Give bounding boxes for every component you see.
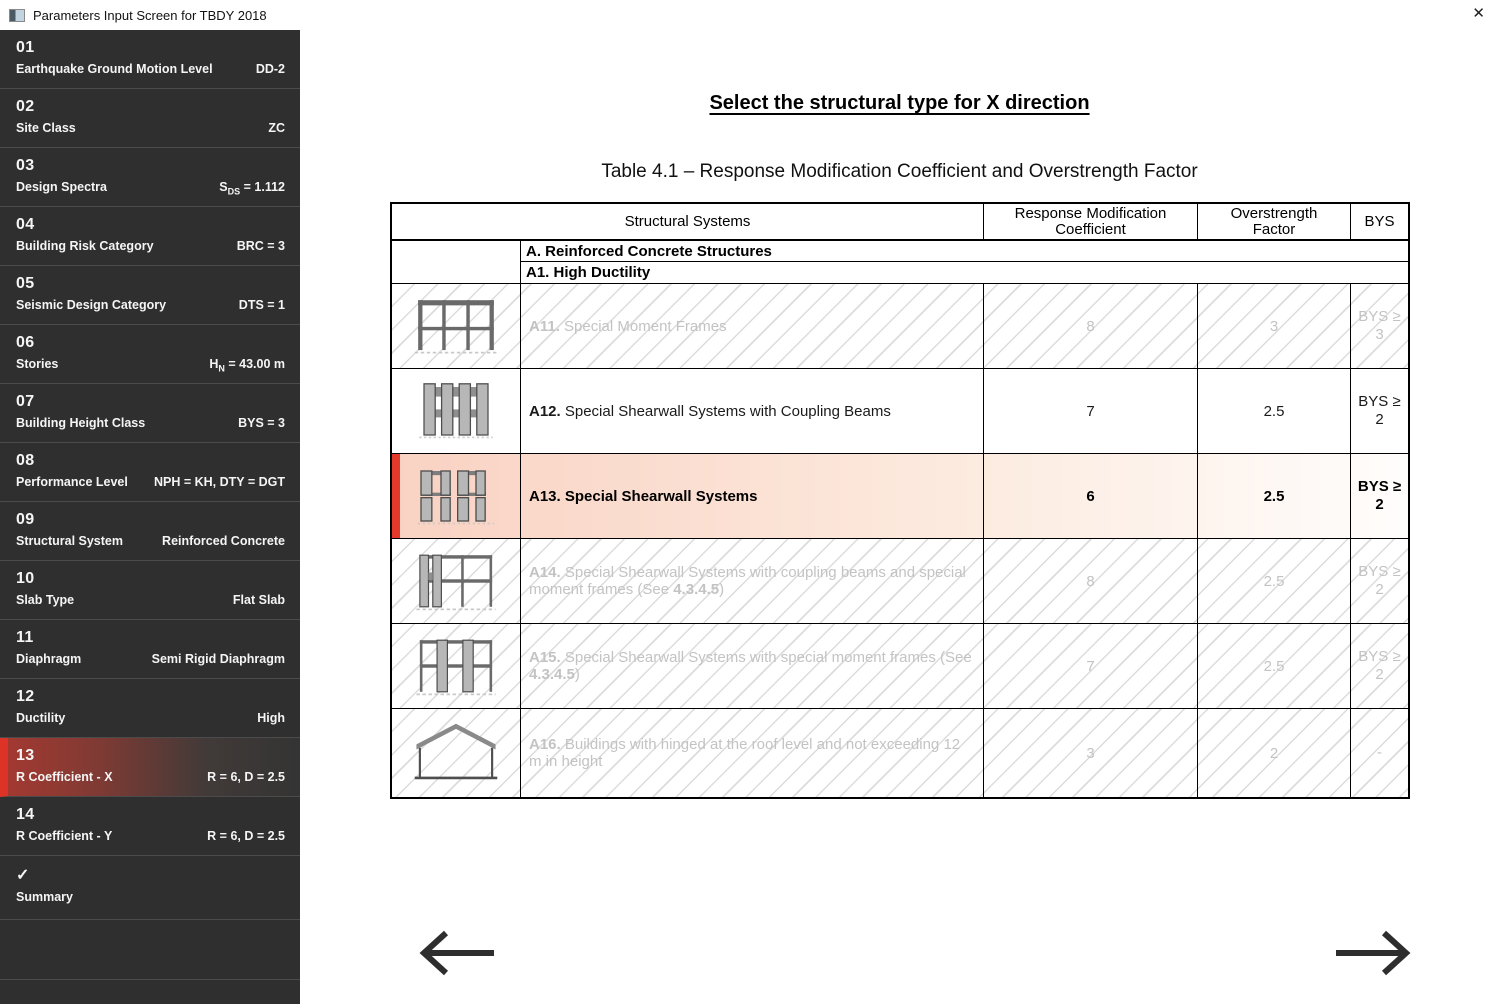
table-row-a15: A15. Special Shearwall Systems with special moment frames (See 4.3.4.5) 7 2.5 BYS ≥ 2 <box>392 624 1408 709</box>
app-icon <box>9 9 25 22</box>
rmc-value: 8 <box>984 284 1198 368</box>
table-row-a11: A11. Special Moment Frames 8 3 BYS ≥ 3 <box>392 284 1408 369</box>
bys-value: BYS ≥ 2 <box>1358 648 1401 683</box>
main-panel <box>300 30 1499 1004</box>
table-caption: Table 4.1 – Response Modification Coefficient and Overstrength Factor <box>601 161 1198 182</box>
overstrength-value: 2.5 <box>1198 369 1351 453</box>
window-title: Parameters Input Screen for TBDY 2018 <box>33 7 267 23</box>
shearwall-icon <box>392 454 521 538</box>
sidebar-item-r-coefficient-y[interactable]: 14 R Coefficient - Y R = 6, D = 2.5 <box>0 797 300 856</box>
overstrength-value: 2.5 <box>1198 624 1351 708</box>
sidebar-item-earthquake-ground-motion-level[interactable]: 01 Earthquake Ground Motion Level DD-2 <box>0 30 300 89</box>
overstrength-value: 2 <box>1198 709 1351 797</box>
sidebar-item-diaphragm[interactable]: 11 Diaphragm Semi Rigid Diaphragm <box>0 620 300 679</box>
page-title: Select the structural type for X direction <box>709 92 1090 114</box>
table-row-a16: A16. Buildings with hinged at the roof level and not exceeding 12 m in height 3 2 - <box>392 709 1408 797</box>
sidebar-item-seismic-design-category[interactable]: 05 Seismic Design Category DTS = 1 <box>0 266 300 325</box>
sidebar-spacer <box>0 920 300 980</box>
sidebar <box>0 30 300 1004</box>
header-response-modification: Response Modification Coefficient <box>984 204 1198 239</box>
overstrength-value: 2.5 <box>1198 539 1351 623</box>
overstrength-value: 2.5 <box>1198 454 1351 538</box>
coupled-shearwall-icon <box>392 369 521 453</box>
sidebar-item-performance-level[interactable]: 08 Performance Level NPH = KH, DTY = DGT <box>0 443 300 502</box>
table-row-a12[interactable]: A12. Special Shearwall Systems with Coupling Beams 7 2.5 BYS ≥ 2 <box>392 369 1408 454</box>
sidebar-item-building-height-class[interactable]: 07 Building Height Class BYS = 3 <box>0 384 300 443</box>
header-overstrength-factor: Overstrength Factor <box>1198 204 1351 239</box>
rmc-value: 8 <box>984 539 1198 623</box>
shearwall-frame-icon <box>392 624 521 708</box>
sidebar-item-building-risk-category[interactable]: 04 Building Risk Category BRC = 3 <box>0 207 300 266</box>
rmc-value: 7 <box>984 624 1198 708</box>
section-header-row <box>392 241 1408 284</box>
rmc-value: 3 <box>984 709 1198 797</box>
bys-value: - <box>1377 744 1382 761</box>
header-structural-systems: Structural Systems <box>392 204 984 239</box>
structural-systems-table <box>390 202 1410 799</box>
previous-step-button[interactable] <box>416 930 498 976</box>
section-title-a1: A1. High Ductility <box>526 264 651 281</box>
rmc-value: 6 <box>984 454 1198 538</box>
rmc-value: 7 <box>984 369 1198 453</box>
bys-value: BYS ≥ 2 <box>1358 393 1401 428</box>
sidebar-item-site-class[interactable]: 02 Site Class ZC <box>0 89 300 148</box>
next-step-button[interactable] <box>1332 930 1414 976</box>
hinged-roof-icon <box>392 709 521 797</box>
section-title-a: A. Reinforced Concrete Structures <box>521 241 1408 262</box>
overstrength-value: 3 <box>1198 284 1351 368</box>
sidebar-item-structural-system[interactable]: 09 Structural System Reinforced Concrete <box>0 502 300 561</box>
shearwall-coupled-frame-icon <box>392 539 521 623</box>
moment-frame-icon <box>392 284 521 368</box>
close-icon[interactable]: ✕ <box>1472 5 1485 22</box>
sidebar-item-stories[interactable]: 06 Stories $H_N = 43.00$ m <box>0 325 300 384</box>
table-header-row <box>392 204 1408 241</box>
bys-value: BYS ≥ 2 <box>1357 478 1402 513</box>
section-icon-cell <box>392 241 521 283</box>
sidebar-item-slab-type[interactable]: 10 Slab Type Flat Slab <box>0 561 300 620</box>
header-bys: BYS <box>1364 212 1395 230</box>
table-row-a13[interactable]: A13. Special Shearwall Systems 6 2.5 BYS ≥ 2 <box>392 454 1408 539</box>
sidebar-item-summary[interactable]: ✓ Summary <box>0 856 300 920</box>
arrow-left-icon <box>416 930 498 976</box>
table-row-a14: A14. Special Shearwall Systems with coupling beams and special moment frames (See 4.3.4.5) 8 2.5 BYS ≥ 2 <box>392 539 1408 624</box>
bys-value: BYS ≥ 2 <box>1358 563 1401 598</box>
bys-value: BYS ≥ 3 <box>1358 308 1401 343</box>
sidebar-filler <box>0 980 300 1004</box>
arrow-right-icon <box>1332 930 1414 976</box>
sidebar-item-r-coefficient-x[interactable]: 13 R Coefficient - X R = 6, D = 2.5 <box>0 738 300 797</box>
sidebar-item-design-spectra[interactable]: 03 Design Spectra $S_{DS} = 1.112$ <box>0 148 300 207</box>
title-bar <box>0 0 1499 30</box>
sidebar-item-ductility[interactable]: 12 Ductility High <box>0 679 300 738</box>
